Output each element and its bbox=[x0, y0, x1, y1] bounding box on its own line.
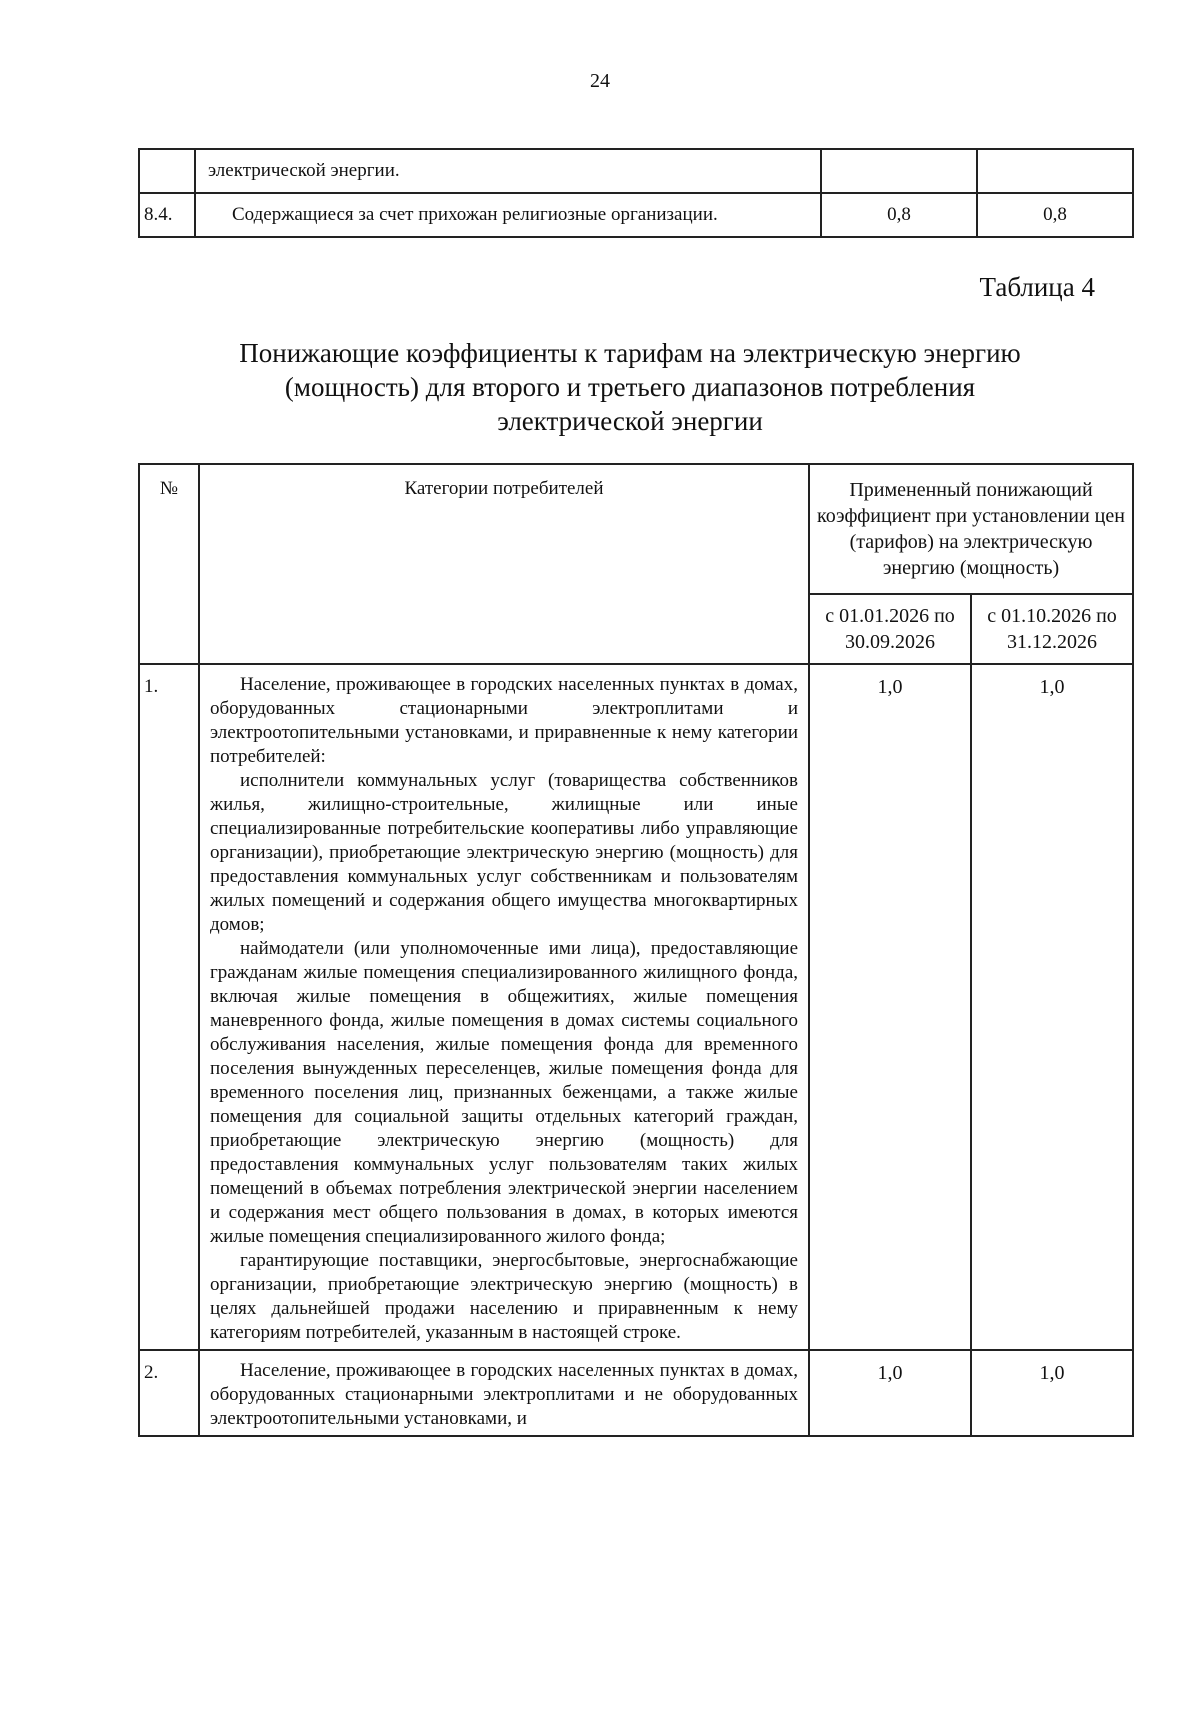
header-category: Категории потребителей bbox=[199, 464, 809, 664]
paragraph: Население, проживающее в городских населенных пунктах в домах, оборудованных стационарными электроплитами и электроотопительными установками, и приравненные к нему категории потребителей: bbox=[210, 674, 798, 767]
row-value-2 bbox=[977, 149, 1133, 193]
table-row bbox=[139, 149, 1133, 193]
paragraph: Население, проживающее в городских населенных пунктах в домах, оборудованных стационарными электроплитами и не оборудованных электроотопительными установками, и bbox=[210, 1360, 798, 1429]
table-row bbox=[139, 664, 1133, 1350]
table-row bbox=[139, 193, 1133, 237]
row-number: 1. bbox=[139, 664, 199, 1350]
paragraph: исполнители коммунальных услуг (товарищества собственников жилья, жилищно-строительные, жилищные или иные специализированные потребительские кооперативы либо управляющие организации), приобретающие электрическую энергию (мощность) для предоставления коммунальных услуг собственникам и пользователям жилых помещений и содержания общего имущества многоквартирных домов; bbox=[210, 770, 798, 935]
table-row bbox=[139, 1350, 1133, 1436]
coefficients-table bbox=[138, 463, 1134, 1437]
page-number: 24 bbox=[590, 70, 610, 92]
row-value-2: 0,8 bbox=[977, 193, 1133, 237]
row-value-1 bbox=[821, 149, 977, 193]
header-number: № bbox=[139, 464, 199, 664]
row-number: 2. bbox=[139, 1350, 199, 1436]
table-header-row bbox=[139, 464, 1133, 594]
table-caption: Таблица 4 bbox=[979, 272, 1095, 302]
row-text: электрической энергии. bbox=[195, 149, 821, 193]
paragraph: наймодатели (или уполномоченные ими лица), предоставляющие гражданам жилые помещения специализированного жилищного фонда, включая жилые помещения в общежитиях, жилые помещения маневренного фонда, жилые помещения в домах системы социального обслуживания населения, жилые помещения фонда для временного поселения вынужденных переселенцев, жилые помещения фонда для временного поселения лиц, признанных беженцами, а также жилые помещения для социальной защиты отдельных категорий граждан, приобретающие электрическую энергию (мощность) для предоставления коммунальных услуг пользователям таких жилых помещений в объемах потребления электрической энергии населением и содержания мест общего пользования в домах, в которых имеются жилые помещения специализированного жилого фонда; bbox=[210, 938, 798, 1247]
table-title: Понижающие коэффициенты к тарифам на электрическую энергию (мощность) для второго и третьего диапазонов потребления электрической энергии bbox=[239, 338, 1021, 436]
header-period-2: с 01.10.2026 по 31.12.2026 bbox=[971, 594, 1133, 664]
row-value-1: 0,8 bbox=[821, 193, 977, 237]
paragraph: гарантирующие поставщики, энергосбытовые, энергоснабжающие организации, приобретающие электрическую энергию (мощность) в целях дальнейшей продажи населению и приравненным к нему категориям потребителей, указанным в настоящей строке. bbox=[210, 1250, 798, 1343]
row-category-text bbox=[199, 1350, 809, 1436]
row-number: 8.4. bbox=[139, 193, 195, 237]
row-value-2: 1,0 bbox=[971, 664, 1133, 1350]
header-coefficient: Примененный понижающий коэффициент при установлении цен (тарифов) на электрическую энергию (мощность) bbox=[809, 464, 1133, 594]
row-number bbox=[139, 149, 195, 193]
row-value-1: 1,0 bbox=[809, 1350, 971, 1436]
row-value-1: 1,0 bbox=[809, 664, 971, 1350]
row-category-text bbox=[199, 664, 809, 1350]
row-text: Содержащиеся за счет прихожан религиозные организации. bbox=[195, 193, 821, 237]
continued-table bbox=[138, 148, 1134, 238]
header-period-1: с 01.01.2026 по 30.09.2026 bbox=[809, 594, 971, 664]
row-value-2: 1,0 bbox=[971, 1350, 1133, 1436]
